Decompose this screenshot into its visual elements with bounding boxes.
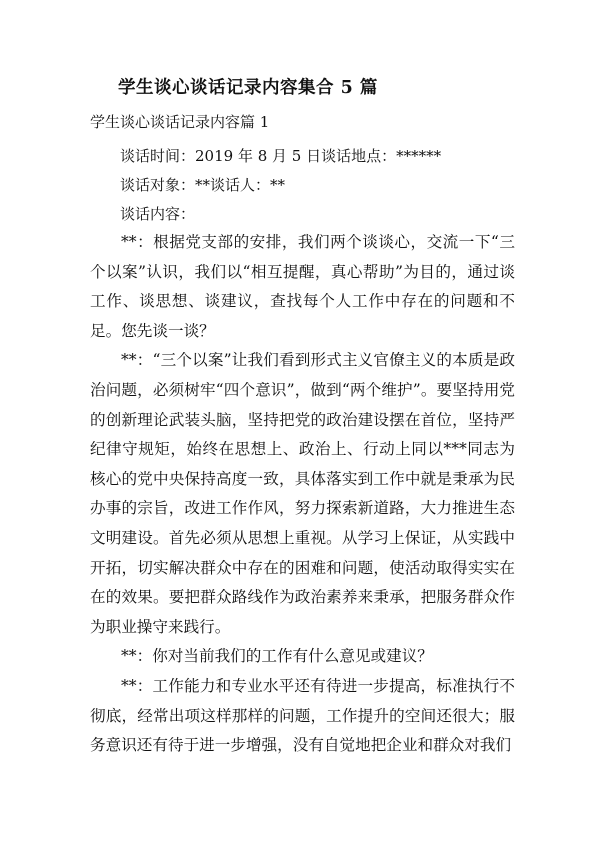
paragraph: **：你对当前我们的工作有什么意见或建议？ <box>121 647 433 666</box>
section-title: 学生谈心谈话记录内容篇 1 <box>90 113 270 131</box>
document-body <box>90 228 515 761</box>
interview-content-label: 谈话内容： <box>120 205 196 223</box>
document-title: 学生谈心谈话记录内容集合 5 篇 <box>118 78 378 98</box>
paragraph: **：工作能力和专业水平还有待进一步提高，标准执行不彻底，经常出项这样那样的问题，工作提升的空间还很大；服务意识还有待于进一步增强，没有自觉地把企业和群众对我们 <box>90 676 515 755</box>
interview-participants: 谈话对象：**谈话人：** <box>120 176 286 194</box>
paragraph: **：“三个以案”让我们看到形式主义官僚主义的本质是政治问题，必须树牢“四个意识”，做到“两个维护”。要坚持用党的创新理论武装头脑，坚持把党的政治建设摆在首位，坚持严纪律守规矩，始终在思想上、政治上、行动上同以***同志为核心的党中央保持高度一致，具体落实到工作中就是秉承为民办事的宗旨，改进工作作风，努力探索新道路，大力推进生态文明建设。首先必须从思想上重视。从学习上保证，从实践中开拓，切实解决群众中存在的困难和问题，使活动取得实实在在的效果。要把群众路线作为政治素养来秉承，把服务群众作为职业操守来践行。 <box>90 351 515 636</box>
paragraph: **：根据党支部的安排，我们两个谈谈心，交流一下“三个以案”认识，我们以“相互提醒，真心帮助”为目的，通过谈工作、谈思想、谈建议，查找每个人工作中存在的问题和不足。您先谈一谈？ <box>90 233 515 340</box>
interview-time-location: 谈话时间：2019 年 8 月 5 日谈话地点：****** <box>120 147 442 165</box>
